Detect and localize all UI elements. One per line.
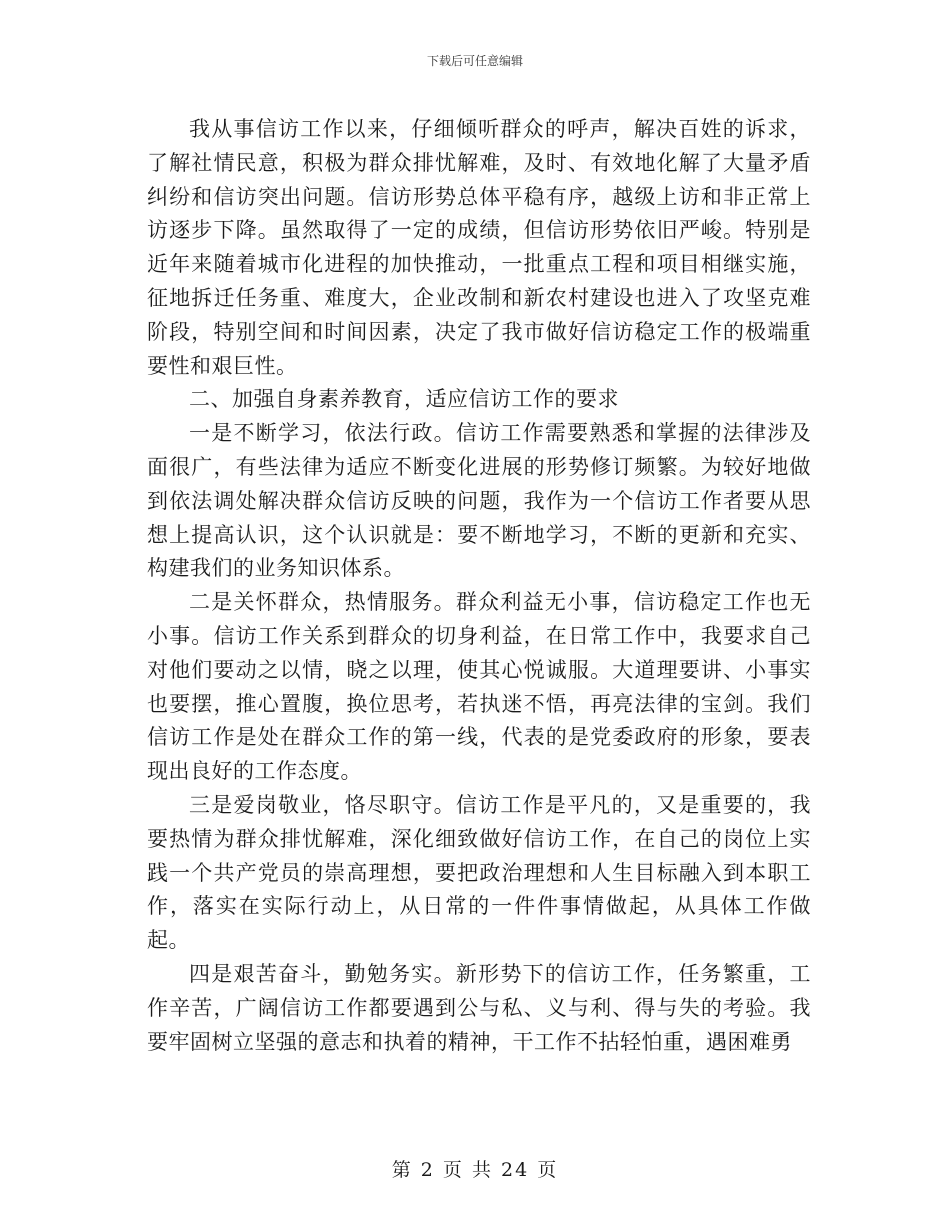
section-heading: 二、加强自身素养教育，适应信访工作的要求 bbox=[189, 387, 619, 412]
page-number-footer: 第 2 页 共 24 页 bbox=[391, 1159, 559, 1181]
paragraph-study-law: 一是不断学习，依法行政。信访工作需要熟悉和掌握的法律涉及面很广，有些法律为适应不断变化进展的形势修订频繁。为较好地做到依法调处解决群众信访反映的问题，我作为一个信访工作者要从思想上提高认识，这个认识就是：要不断地学习，不断的更新和充实、构建我们的业务知识体系。 bbox=[147, 421, 811, 581]
paragraph-intro: 我从事信访工作以来，仔细倾听群众的呼声，解决百姓的诉求，了解社情民意，积极为群众排忧解难，及时、有效地化解了大量矛盾纠纷和信访突出问题。信访形势总体平稳有序，越级上访和非正常上访逐步下降。虽然取得了一定的成绩，但信访形势依旧严峻。特别是近年来随着城市化进程的加快推动，一批重点工程和项目相继实施，征地拆迁任务重、难度大，企业改制和新农村建设也进入了攻坚克难阶段，特别空间和时间因素，决定了我市做好信访稳定工作的极端重要性和艰巨性。 bbox=[147, 117, 811, 378]
page-header-note: 下载后可任意编辑 bbox=[426, 54, 523, 68]
document-body bbox=[147, 113, 811, 1059]
paragraph-hard-work: 四是艰苦奋斗，勤勉务实。新形势下的信访工作，任务繁重，工作辛苦，广阔信访工作都要遇到公与私、义与利、得与失的考验。我要牢固树立坚强的意志和执着的精神，干工作不拈轻怕重，遇困难勇 bbox=[147, 961, 811, 1054]
paragraph-dedication: 三是爱岗敬业，恪尽职守。信访工作是平凡的，又是重要的，我要热情为群众排忧解难，深化细致做好信访工作，在自己的岗位上实践一个共产党员的崇高理想，要把政治理想和人生目标融入到本职工作，落实在实际行动上，从日常的一件件事情做起，从具体工作做起。 bbox=[147, 792, 811, 953]
paragraph-care-masses: 二是关怀群众，热情服务。群众利益无小事，信访稳定工作也无小事。信访工作关系到群众的切身利益，在日常工作中，我要求自己对他们要动之以情，晓之以理，使其心悦诚服。大道理要讲、小事实也要摆，推心置腹，换位思考，若执迷不悟，再亮法律的宝剑。我们信访工作是处在群众工作的第一线，代表的是党委政府的形象，要表现出良好的工作态度。 bbox=[147, 590, 811, 784]
